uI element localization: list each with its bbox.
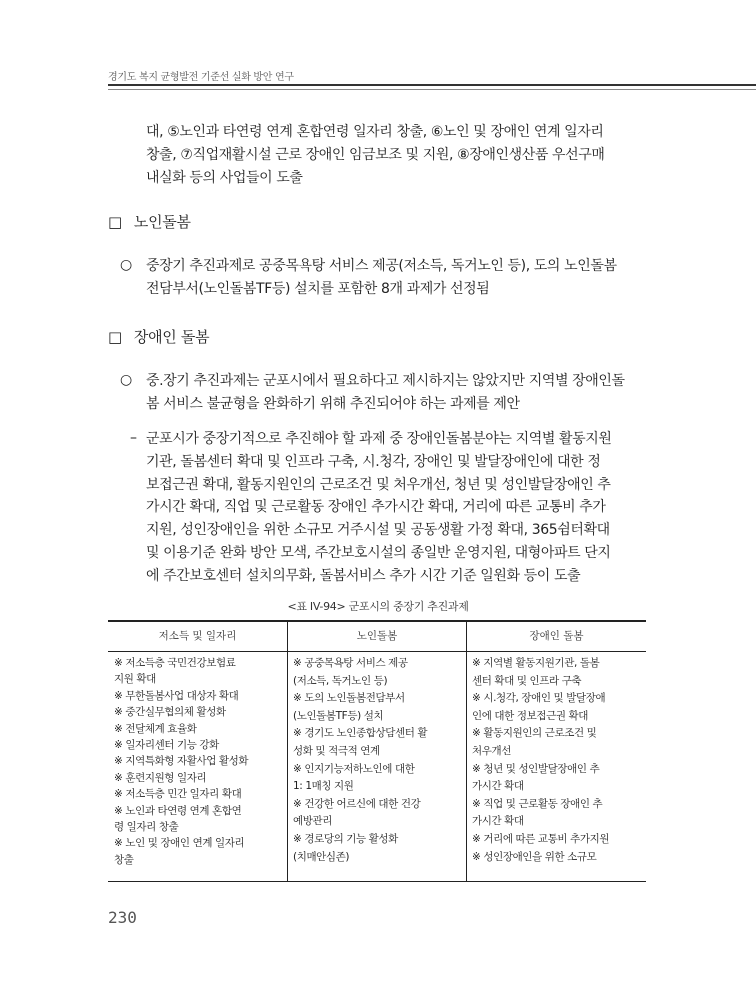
table-column-elderly <box>293 655 463 866</box>
table-cell-line: ※ 성인장애인을 위한 소규모 <box>472 850 597 863</box>
text-line: 지원, 성인장애인을 위한 소규모 거주시설 및 공동생활 가정 확대, 365쉼터확대 <box>146 522 610 539</box>
table-cell-line: ※ 경로당의 기능 활성화 <box>293 832 398 845</box>
text-line: 보접근권 확대, 활동지원인의 근로조건 및 처우개선, 청년 및 성인발달장애인 추 <box>146 476 611 493</box>
table-cell-line: ※ 일자리센터 기능 강화 <box>114 739 219 752</box>
table-cell-line: ※ 활동지원인의 근로조건 및 <box>472 727 597 740</box>
table-cell-line: ※ 저소득층 국민건강보험료 <box>114 657 236 669</box>
table-cell-line: ※ 경기도 노인종합상담센터 활 <box>293 727 428 740</box>
elderly-bullet-text <box>146 255 656 301</box>
text-line: 봄 서비스 불균형을 완화하기 위해 추진되어야 하는 과제를 제안 <box>146 396 520 412</box>
text-line: 가시간 확대, 직업 및 근로활동 장애인 추가시간 확대, 거리에 따른 교통비 추가 <box>146 499 606 516</box>
table-cell-line: ※ 인지기능저하노인에 대한 <box>293 762 415 775</box>
table-header-cell: 노인돌봄 <box>356 630 398 642</box>
table-cell-line: ※ 지역특화형 자활사업 활성화 <box>114 755 249 768</box>
bullet-marker: ○ <box>120 372 133 388</box>
table-cell-line: 창출 <box>114 853 134 866</box>
table-header-cell: 장애인 돌봄 <box>529 630 584 642</box>
table-cell-line: ※ 훈련지원형 일자리 <box>114 771 207 784</box>
dash-marker: – <box>130 430 137 446</box>
table-cell-line: ※ 중간실무협의체 활성화 <box>114 706 226 719</box>
table-cell-line: ※ 도의 노인돌봄전담부서 <box>293 692 405 705</box>
section-marker: □ <box>108 213 122 231</box>
table-header-cell: 저소득 및 일자리 <box>158 630 237 642</box>
column-divider <box>287 622 288 881</box>
section-heading-elderly <box>108 211 191 232</box>
table-cell-line: 1: 1매칭 지원 <box>293 780 354 793</box>
table-cell-line: ※ 청년 및 성인발달장애인 추 <box>472 762 600 775</box>
table-cell-line: 지원 확대 <box>114 673 156 686</box>
bullet-marker: ○ <box>120 257 133 273</box>
table-cell-line: ※ 지역별 활동지원기관, 돌봄 <box>472 657 600 669</box>
table-cell-line: ※ 무한돌봄사업 대상자 확대 <box>114 689 239 702</box>
table-header-row <box>108 622 646 652</box>
header-rule-thin <box>108 89 756 90</box>
running-header: 경기도 복지 균형발전 기준선 실화 방안 연구 <box>108 72 294 83</box>
table-cell-line: 센터 확대 및 인프라 구축 <box>472 674 582 687</box>
disabled-bullet-text <box>146 370 656 416</box>
table-cell-line: ※ 저소득층 민간 일자리 확대 <box>114 788 242 801</box>
tasks-table <box>108 620 646 882</box>
text-line: 에 주간보호센터 설치의무화, 돌봄서비스 추가 시간 기준 일원화 등이 도출 <box>146 567 581 584</box>
table-cell-line: ※ 거리에 따른 교통비 추가지원 <box>472 832 610 845</box>
section-title: 노인돌봄 <box>133 213 191 231</box>
text-line: 대, ⑤노인과 타연령 연계 혼합연령 일자리 창출, ⑥노인 및 장애인 연계 일자리 <box>146 124 604 140</box>
table-cell-line: ※ 시.청각, 장애인 및 발달장애 <box>472 692 606 705</box>
table-cell-line: ※ 노인 및 장애인 연계 일자리 <box>114 837 245 850</box>
table-cell-line: ※ 노인과 타연령 연계 혼합연 <box>114 804 242 817</box>
page-number: 230 <box>108 908 137 927</box>
text-line: 중장기 추진과제로 공중목욕탕 서비스 제공(저소득, 독거노인 등), 도의 노인돌봄 <box>146 258 617 274</box>
intro-continuation <box>146 121 656 190</box>
table-cell-line: 성화 및 적극적 연계 <box>293 744 380 757</box>
text-line: 중.장기 추진과제는 군포시에서 필요하다고 제시하지는 않았지만 지역별 장애인돌 <box>146 373 625 389</box>
text-line: 기관, 돌봄센터 확대 및 인프라 구축, 시.청각, 장애인 및 발달장애인에 대한 정 <box>146 453 601 470</box>
text-line: 군포시가 중장기적으로 추진해야 할 과제 중 장애인돌봄분야는 지역별 활동지원 <box>146 431 612 447</box>
table-caption: <표 IV-94> 군포시의 중장기 추진과제 <box>287 600 469 613</box>
table-cell-line: 령 일자리 창출 <box>114 821 179 834</box>
disabled-dash-text <box>146 428 656 588</box>
table-cell-line: 처우개선 <box>472 744 511 757</box>
table-cell-line: ※ 공중목욕탕 서비스 제공 <box>293 657 408 669</box>
text-line: 전담부서(노인돌봄TF등) 설치를 포함한 8개 과제가 선정됨 <box>146 281 490 297</box>
table-cell-line: 가시간 확대 <box>472 780 524 793</box>
section-heading-disabled <box>108 326 209 347</box>
table-cell-line: 예방관리 <box>293 815 332 828</box>
column-divider <box>466 622 467 881</box>
table-cell-line: ※ 직업 및 근로활동 장애인 추 <box>472 797 603 810</box>
text-line: 창출, ⑦직업재활시설 근로 장애인 임금보조 및 지원, ⑧장애인생산품 우선구매 <box>146 147 605 163</box>
text-line: 및 이용기준 완화 방안 모색, 주간보호시설의 종일반 운영지원, 대형아파트 단지 <box>146 544 611 561</box>
table-cell-line: 인에 대한 정보접근권 확대 <box>472 709 588 722</box>
table-cell-line: (치매안심존) <box>293 850 350 863</box>
section-title: 장애인 돌봄 <box>133 328 210 346</box>
table-cell-line: (저소득, 독거노인 등) <box>293 674 388 687</box>
table-column-income <box>114 655 284 868</box>
header-rule-thick <box>108 84 756 86</box>
table-cell-line: (노인돌봄TF등) 설치 <box>293 709 384 722</box>
table-cell-line: ※ 건강한 어르신에 대한 건강 <box>293 797 421 810</box>
section-marker: □ <box>108 328 122 346</box>
text-line: 내실화 등의 사업들이 도출 <box>146 170 303 186</box>
table-cell-line: ※ 전달체계 효율화 <box>114 722 197 735</box>
table-cell-line: 가시간 확대 <box>472 815 524 828</box>
table-column-disabled <box>472 655 642 866</box>
